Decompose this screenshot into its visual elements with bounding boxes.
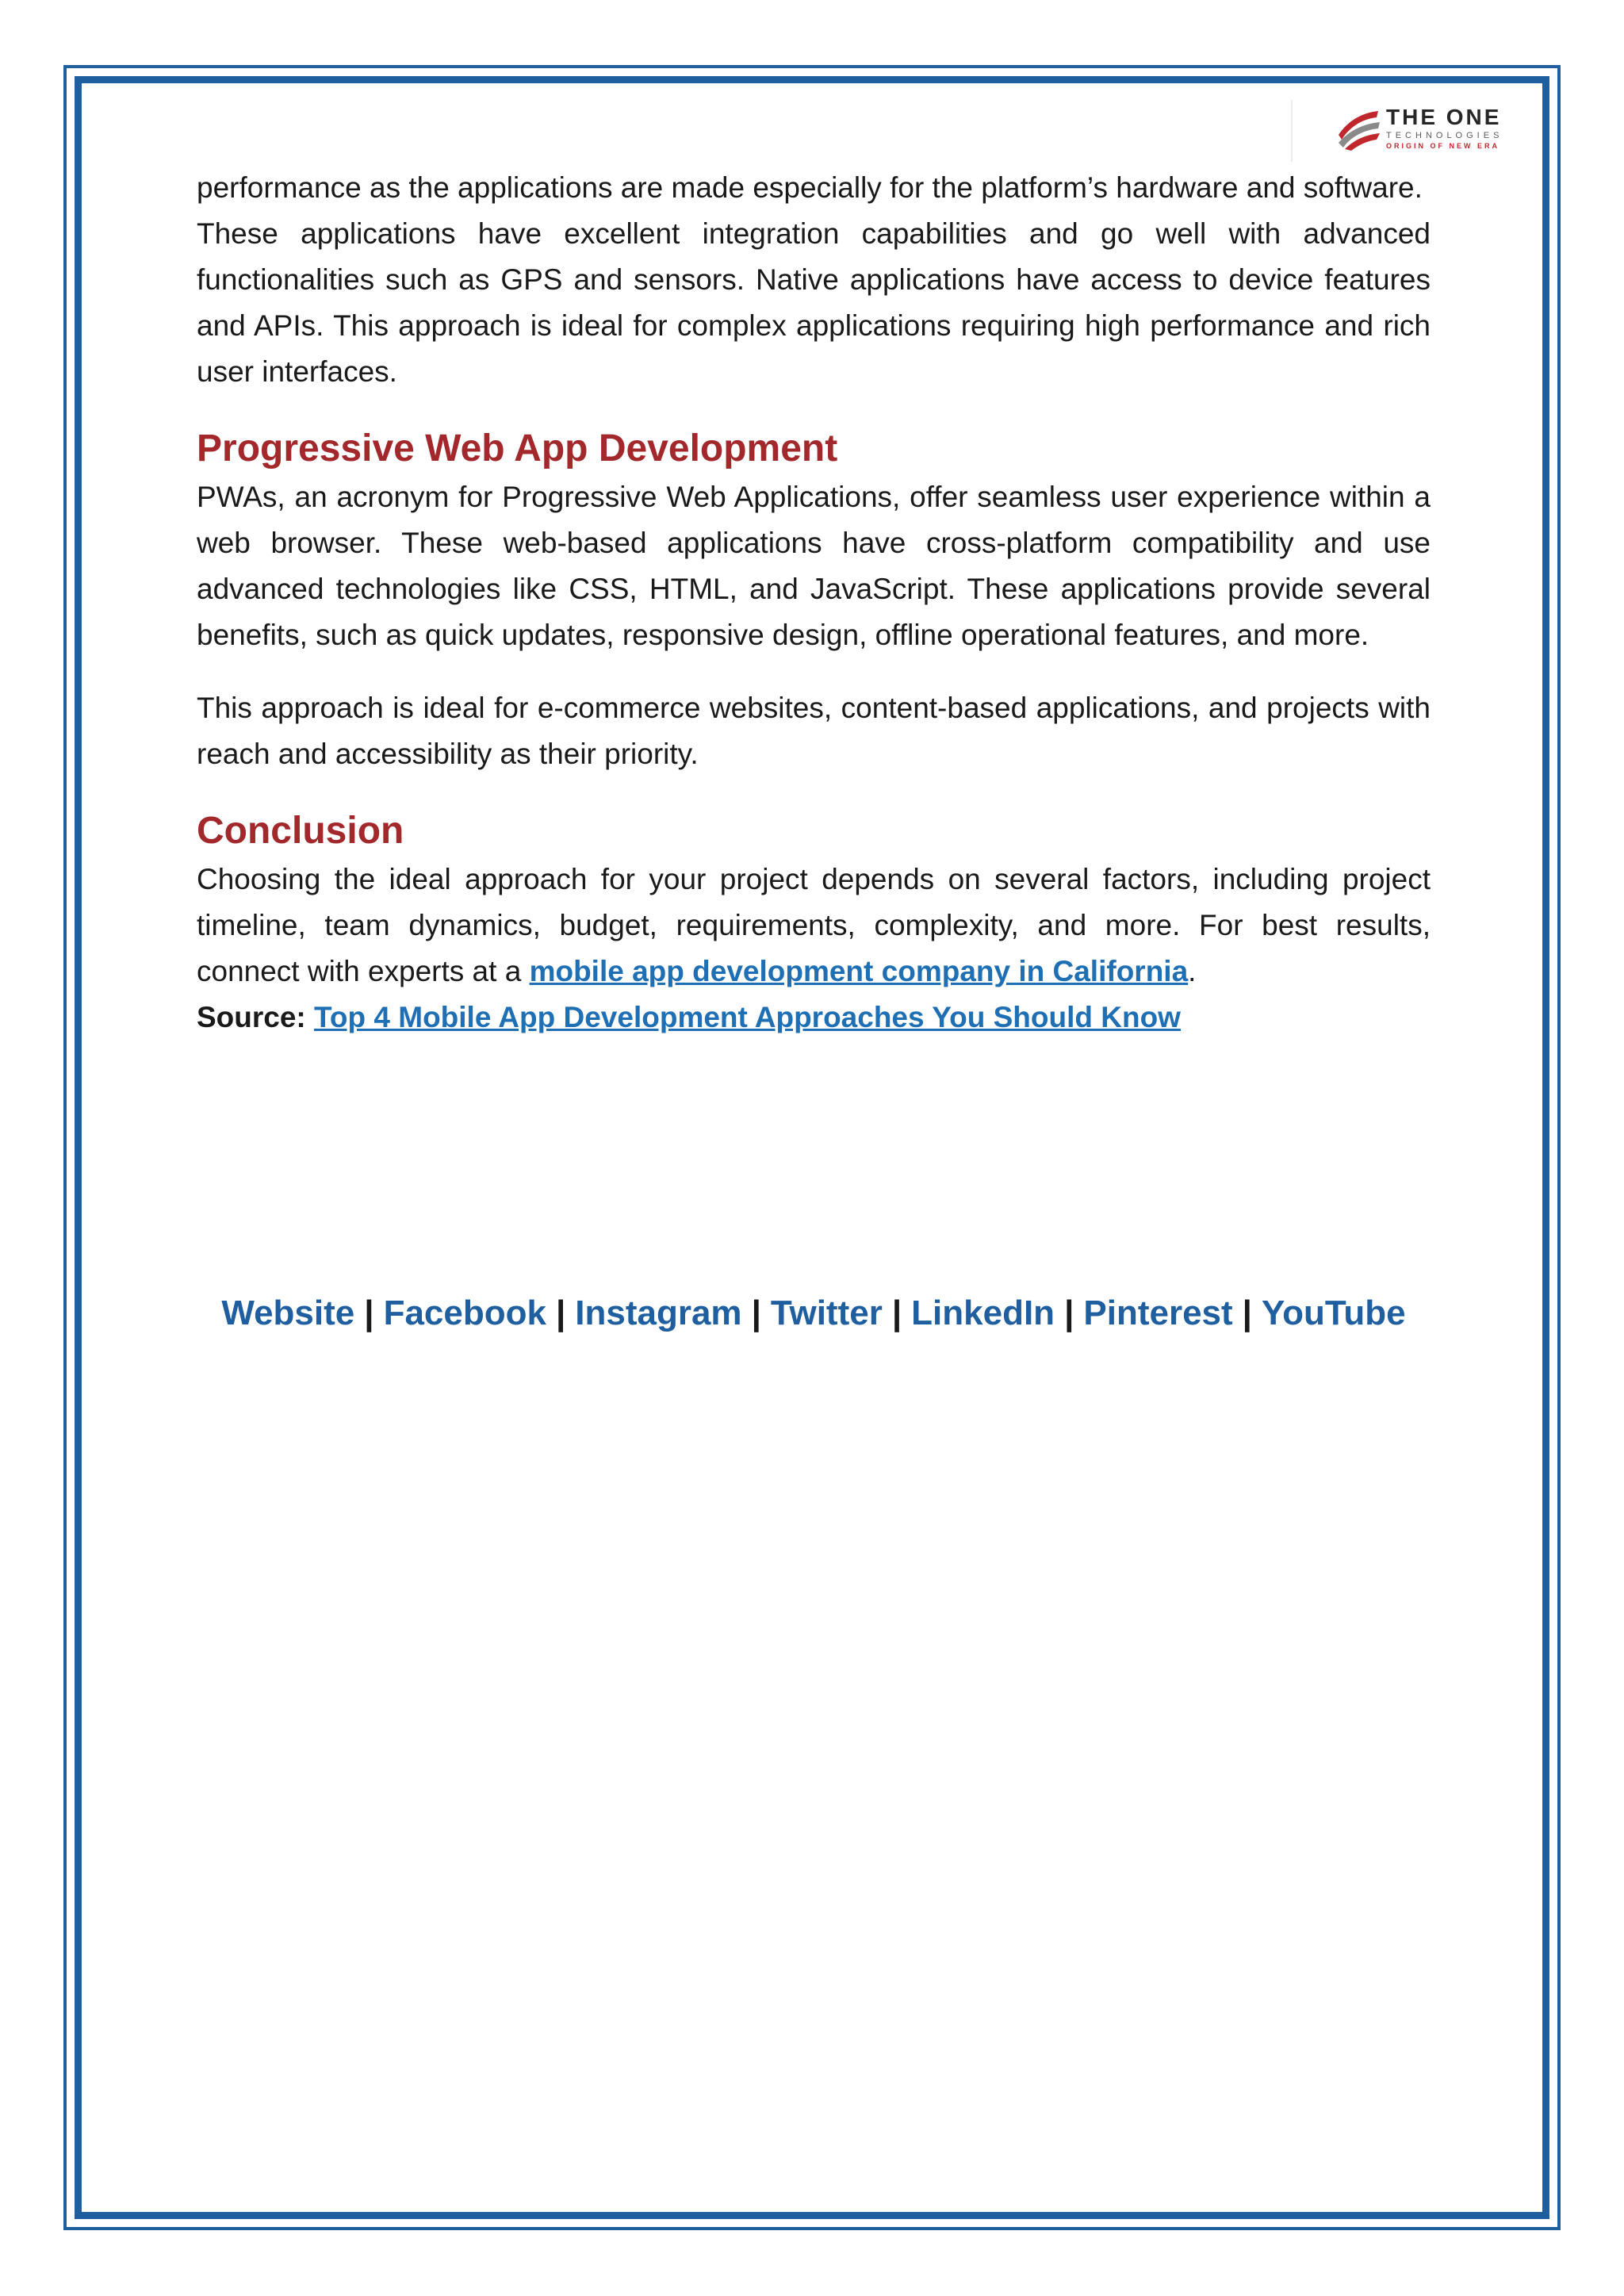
pinterest-link[interactable]: Pinterest xyxy=(1083,1294,1233,1332)
logo-name: THE ONE xyxy=(1386,105,1502,129)
logo-tagline: ORIGIN OF NEW ERA xyxy=(1386,142,1500,150)
website-link[interactable]: Website xyxy=(221,1294,355,1332)
pwa-paragraph-2: This approach is ideal for e-commerce websites, content-based applications, and projects with reach and accessibility as their priority. xyxy=(197,692,1431,770)
social-links-bar xyxy=(197,1290,1431,1337)
conclusion-heading: Conclusion xyxy=(197,810,404,852)
intro-paragraph-2: These applications have excellent integration capabilities and go well with advanced functionalities such as GPS and sensors. Native applications have access to device features and APIs. This approach is ideal for complex applications requiring high performance and rich user interfaces. xyxy=(197,217,1431,388)
intro-paragraph-1: performance as the applications are made especially for the platform’s hardware and software. xyxy=(197,171,1423,204)
document-body xyxy=(197,165,1431,1041)
separator: | xyxy=(555,1294,566,1332)
source-article-link[interactable]: Top 4 Mobile App Development Approaches You Should Know xyxy=(314,1001,1181,1033)
linkedin-link[interactable]: LinkedIn xyxy=(911,1294,1055,1332)
separator: | xyxy=(364,1294,374,1332)
separator: | xyxy=(891,1294,902,1332)
conclusion-text: Choosing the ideal approach for your project depends on several factors, including project timeline, team dynamics, budget, requirements, complexity, and more. For best results, connect with experts at a xyxy=(197,863,1431,987)
separator: | xyxy=(1242,1294,1252,1332)
company-logo xyxy=(1291,94,1529,165)
pwa-paragraph-1: PWAs, an acronym for Progressive Web Applications, offer seamless user experience within a web browser. These web-based applications have cross-platform compatibility and use advanced technologies like CSS, HTML, and JavaScript. These applications provide several benefits, such as quick updates, responsive design, offline operational features, and more. xyxy=(197,481,1431,651)
logo-sphere-icon xyxy=(1334,105,1381,152)
conclusion-end: . xyxy=(1188,955,1197,987)
separator: | xyxy=(751,1294,761,1332)
pwa-heading: Progressive Web App Development xyxy=(197,427,838,470)
youtube-link[interactable]: YouTube xyxy=(1261,1294,1406,1332)
twitter-link[interactable]: Twitter xyxy=(770,1294,883,1332)
facebook-link[interactable]: Facebook xyxy=(383,1294,546,1332)
logo-wordmark xyxy=(1386,106,1503,150)
logo-divider xyxy=(1291,100,1293,162)
separator: | xyxy=(1064,1294,1074,1332)
instagram-link[interactable]: Instagram xyxy=(575,1294,742,1332)
california-company-link[interactable]: mobile app development company in California xyxy=(529,955,1189,987)
source-line xyxy=(197,995,1431,1041)
source-label: Source: xyxy=(197,1001,306,1033)
logo-subtitle: TECHNOLOGIES xyxy=(1386,131,1503,140)
conclusion-paragraph xyxy=(197,857,1431,995)
